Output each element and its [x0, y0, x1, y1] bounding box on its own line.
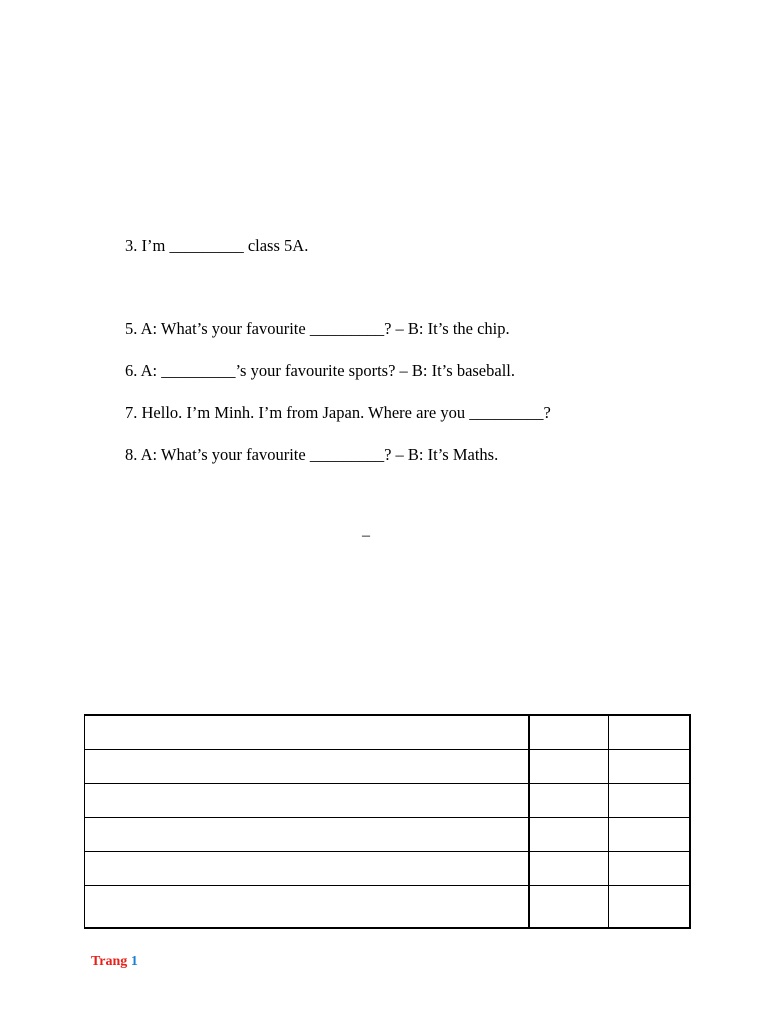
table-cell [85, 851, 530, 885]
table-cell [529, 715, 609, 749]
question-number: 6. [125, 361, 138, 380]
table-row [85, 783, 691, 817]
question-5 [125, 319, 510, 339]
table-cell [529, 749, 609, 783]
question-text: Hello. I’m Minh. I’m from Japan. Where are you _________? [141, 403, 551, 422]
table-cell [529, 885, 609, 928]
table-cell [609, 885, 691, 928]
question-text: A: _________’s your favourite sports? – B: It’s baseball. [140, 361, 516, 380]
question-number: 8. [125, 445, 138, 464]
question-3 [125, 236, 308, 256]
table-cell [85, 817, 530, 851]
page-footer [91, 953, 138, 971]
table-cell [529, 851, 609, 885]
answer-table [84, 714, 691, 929]
table-cell [85, 749, 530, 783]
question-8 [125, 445, 498, 465]
table-cell [609, 783, 691, 817]
table-cell [85, 783, 530, 817]
table-cell [85, 885, 530, 928]
question-number: 5. [125, 319, 138, 338]
table-cell [609, 817, 691, 851]
table-row [85, 885, 691, 928]
table-cell [609, 749, 691, 783]
table-cell [529, 817, 609, 851]
table-cell [609, 851, 691, 885]
table-cell [85, 715, 530, 749]
table-cell [529, 783, 609, 817]
question-text: I’m _________ class 5A. [141, 236, 309, 255]
footer-page-number: 1 [130, 954, 138, 969]
separator-dash: – [362, 527, 370, 544]
question-text: A: What’s your favourite _________? – B: It’s the chip. [140, 319, 510, 338]
table-row [85, 749, 691, 783]
table-row [85, 851, 691, 885]
table-cell [609, 715, 691, 749]
question-number: 3. [125, 236, 138, 255]
table-row [85, 817, 691, 851]
table-row [85, 715, 691, 749]
footer-page-word: Trang [91, 954, 128, 969]
question-text: A: What’s your favourite _________? – B: It’s Maths. [140, 445, 499, 464]
question-number: 7. [125, 403, 138, 422]
question-6 [125, 361, 515, 381]
question-7 [125, 403, 551, 423]
